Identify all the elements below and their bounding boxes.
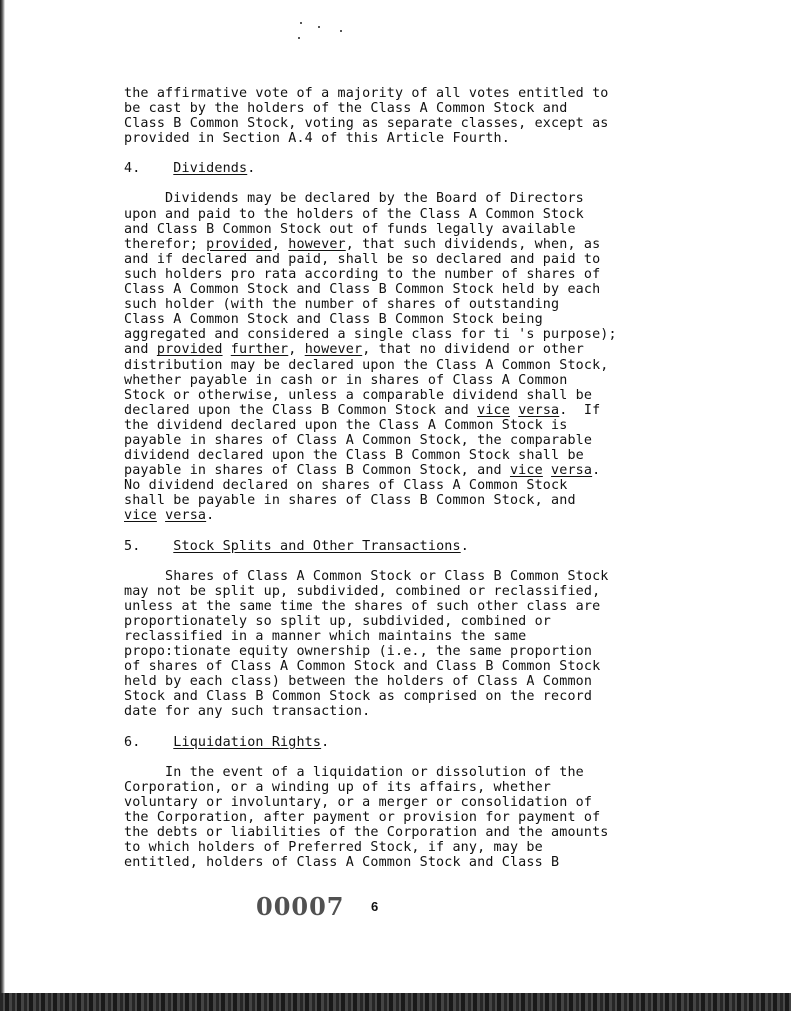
- text-line: proportionately so split up, subdivided, combined or: [124, 613, 552, 629]
- text-line: Class A Common Stock and Class B Common Stock being: [124, 312, 543, 328]
- document-stamp: 00007: [256, 892, 345, 921]
- text-line: the debts or liabilities of the Corporation and the amounts: [124, 825, 609, 841]
- text-line: be cast by the holders of the Class A Common Stock and: [124, 101, 568, 117]
- text-line: upon and paid to the holders of the Class A Common Stock: [124, 206, 584, 222]
- top-paragraph: [124, 86, 654, 146]
- text-line: Corporation, or a winding up of its affairs, whether: [124, 779, 552, 795]
- text-line: of shares of Class A Common Stock and Class B Common Stock: [124, 659, 601, 675]
- scan-bottom-edge: [0, 993, 791, 1011]
- text-line: aggregated and considered a single class for ti 's purpose);: [124, 327, 617, 343]
- scan-speck: [298, 37, 300, 39]
- text-line: reclassified in a manner which maintains the same: [124, 629, 527, 644]
- text-line: In the event of a liquidation or dissolution of the: [124, 764, 584, 780]
- text-line: the dividend declared upon the Class A Common Stock is: [124, 417, 568, 433]
- scan-speck: [318, 26, 320, 28]
- section-6-body: [124, 765, 654, 871]
- text-line: to which holders of Preferred Stock, if any, may be: [124, 840, 543, 856]
- text-line: such holder (with the number of shares of outstanding: [124, 297, 560, 313]
- section-number: 5.: [124, 538, 141, 554]
- text-line: Stock and Class B Common Stock as comprised on the record: [124, 689, 593, 705]
- section-number: 4.: [124, 161, 141, 177]
- text-line: the Corporation, after payment or provision for payment of: [124, 809, 601, 825]
- text-line: payable in shares of Class A Common Stock, the comparable: [124, 432, 593, 448]
- text-line: declared upon the Class B Common Stock and vice versa. If: [124, 402, 601, 418]
- text-line: such holders pro rata according to the number of shares of: [124, 266, 601, 282]
- text-line: Stock or otherwise, unless a comparable dividend shall be: [124, 387, 593, 403]
- text-line: and provided further, however, that no dividend or other: [124, 342, 584, 358]
- text-line: entitled, holders of Class A Common Stock and Class B: [124, 855, 560, 871]
- text-line: the affirmative vote of a majority of all votes entitled to: [124, 86, 609, 101]
- text-line: No dividend declared on shares of Class A Common Stock: [124, 478, 568, 494]
- text-line: whether payable in cash or in shares of Class A Common: [124, 372, 568, 388]
- text-line: Shares of Class A Common Stock or Class B Common Stock: [124, 568, 609, 584]
- document-body: [124, 86, 654, 870]
- text-line: therefor; provided, however, that such dividends, when, as: [124, 236, 601, 252]
- text-line: shall be payable in shares of Class B Common Stock, and: [124, 493, 576, 509]
- text-line: Class B Common Stock, voting as separate classes, except as: [124, 116, 609, 132]
- section-title: Dividends: [173, 161, 248, 177]
- text-line: unless at the same time the shares of such other class are: [124, 598, 601, 614]
- text-line: provided in Section A.4 of this Article Fourth.: [124, 131, 510, 147]
- section-6-heading: 6. Liquidation Rights.: [124, 734, 330, 750]
- section-5-heading: 5. Stock Splits and Other Transactions.: [124, 538, 469, 554]
- text-line: and if declared and paid, shall be so declared and paid to: [124, 251, 601, 267]
- scan-left-edge: [0, 0, 5, 1011]
- section-4-heading: 4. Dividends.: [124, 161, 256, 177]
- section-5-body: [124, 569, 654, 720]
- text-line: Dividends may be declared by the Board of Directors: [124, 191, 584, 207]
- section-number: 6.: [124, 734, 141, 750]
- scan-speck: [340, 30, 342, 32]
- text-line: distribution may be declared upon the Class A Common Stock,: [124, 357, 609, 373]
- page-number: 6: [371, 899, 379, 914]
- text-line: date for any such transaction.: [124, 704, 371, 720]
- text-line: may not be split up, subdivided, combined or reclassified,: [124, 583, 601, 599]
- text-line: payable in shares of Class B Common Stock, and vice versa.: [124, 463, 601, 479]
- text-line: vice versa.: [124, 508, 215, 524]
- text-line: propo:tionate equity ownership (i.e., the same proportion: [124, 644, 593, 660]
- text-line: and Class B Common Stock out of funds legally available: [124, 221, 576, 237]
- text-line: voluntary or involuntary, or a merger or consolidation of: [124, 794, 593, 810]
- text-line: held by each class) between the holders of Class A Common: [124, 674, 593, 690]
- section-4-body: [124, 191, 654, 523]
- text-line: dividend declared upon the Class B Common Stock shall be: [124, 448, 584, 464]
- section-title: Liquidation Rights: [173, 734, 322, 750]
- section-title: Stock Splits and Other Transactions: [173, 538, 461, 554]
- text-line: Class A Common Stock and Class B Common Stock held by each: [124, 282, 601, 298]
- page-footer: [256, 892, 396, 922]
- scan-speck: [300, 22, 302, 24]
